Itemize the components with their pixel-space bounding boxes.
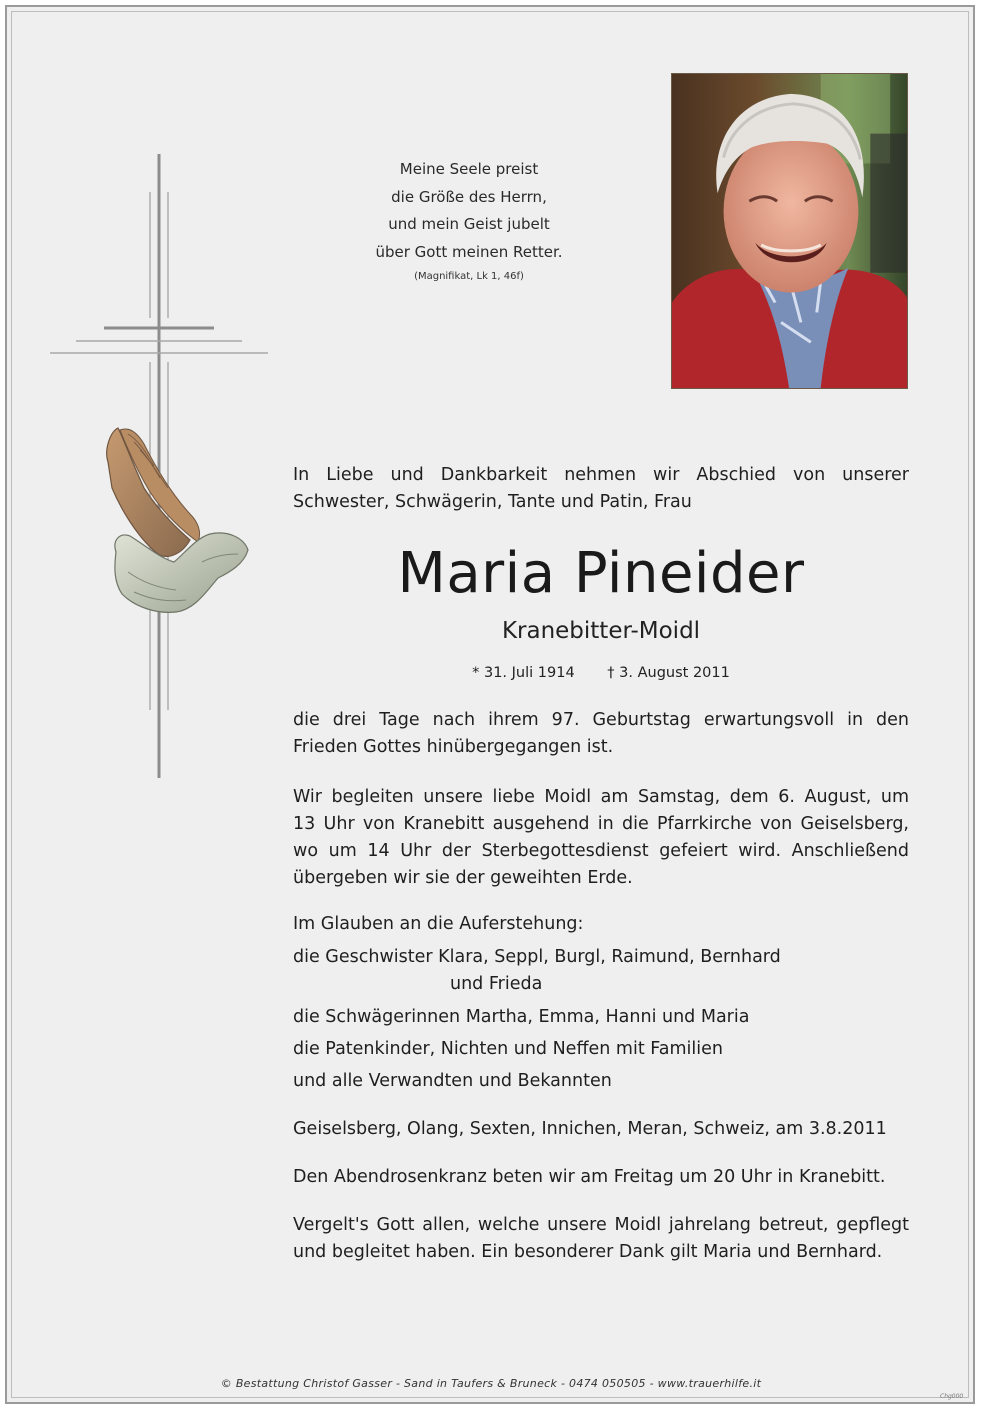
quote-line: über Gott meinen Retter. bbox=[375, 242, 563, 261]
life-dates bbox=[293, 661, 909, 685]
document-code: Chg000 bbox=[940, 1393, 964, 1400]
death-date: † 3. August 2011 bbox=[607, 665, 730, 681]
siblings-line: und Frieda bbox=[450, 974, 543, 994]
birth-date: * 31. Juli 1914 bbox=[472, 665, 575, 681]
intro-text bbox=[293, 462, 909, 516]
thanks-text bbox=[293, 1212, 909, 1266]
mourners-heading: Im Glauben an die Auferstehung: bbox=[293, 914, 584, 934]
funeral-line: Wir begleiten unsere liebe Moidl am Samstag, dem 6. August, um bbox=[293, 787, 909, 807]
funeral-line: wo um 14 Uhr der Sterbegottesdienst gefeiert wird. Anschließend bbox=[293, 841, 909, 861]
intro-line: In Liebe und Dankbarkeit nehmen wir Abschied von unserer bbox=[293, 465, 909, 485]
places-date: Geiselsberg, Olang, Sexten, Innichen, Meran, Schweiz, am 3.8.2011 bbox=[293, 1119, 887, 1139]
mourners-sisters-in-law: die Schwägerinnen Martha, Emma, Hanni und Maria bbox=[293, 1007, 750, 1027]
funeral-line: 13 Uhr von Kranebitt ausgehend in die Pfarrkirche von Geiselsberg, bbox=[293, 814, 909, 834]
passing-line: Frieden Gottes hinübergegangen ist. bbox=[293, 737, 614, 757]
mourners-siblings bbox=[293, 944, 909, 998]
deceased-byname: Kranebitter-Moidl bbox=[501, 618, 701, 644]
funeral-line: übergeben wir sie der geweihten Erde. bbox=[293, 868, 633, 888]
praying-hands-icon bbox=[98, 422, 252, 618]
scripture-quote bbox=[355, 156, 583, 288]
quote-line: die Größe des Herrn, bbox=[391, 187, 547, 206]
quote-source: (Magnifikat, Lk 1, 46f) bbox=[414, 271, 524, 282]
intro-line: Schwester, Schwägerin, Tante und Patin, Frau bbox=[293, 492, 692, 512]
mourners-relatives: und alle Verwandten und Bekannten bbox=[293, 1071, 612, 1091]
mourners-godchildren: die Patenkinder, Nichten und Neffen mit Familien bbox=[293, 1039, 723, 1059]
thanks-line: und begleitet haben. Ein besonderer Dank gilt Maria und Bernhard. bbox=[293, 1242, 883, 1262]
deceased-name: Maria Pineider bbox=[397, 541, 805, 606]
portrait-photo bbox=[671, 73, 908, 389]
thanks-line: Vergelt's Gott allen, welche unsere Moidl jahrelang betreut, gepflegt bbox=[293, 1215, 909, 1235]
passing-line: die drei Tage nach ihrem 97. Geburtstag erwartungsvoll in den bbox=[293, 710, 909, 730]
quote-line: und mein Geist jubelt bbox=[388, 215, 550, 233]
footer-credit: © Bestattung Christof Gasser - Sand in Taufers & Bruneck - 0474 050505 - www.trauerhilfe.it bbox=[220, 1377, 762, 1390]
rosary-text: Den Abendrosenkranz beten wir am Freitag um 20 Uhr in Kranebitt. bbox=[293, 1167, 886, 1187]
siblings-line: die Geschwister Klara, Seppl, Burgl, Raimund, Bernhard bbox=[293, 947, 781, 967]
funeral-text bbox=[293, 784, 909, 892]
quote-line: Meine Seele preist bbox=[399, 160, 539, 178]
passing-text bbox=[293, 707, 909, 761]
